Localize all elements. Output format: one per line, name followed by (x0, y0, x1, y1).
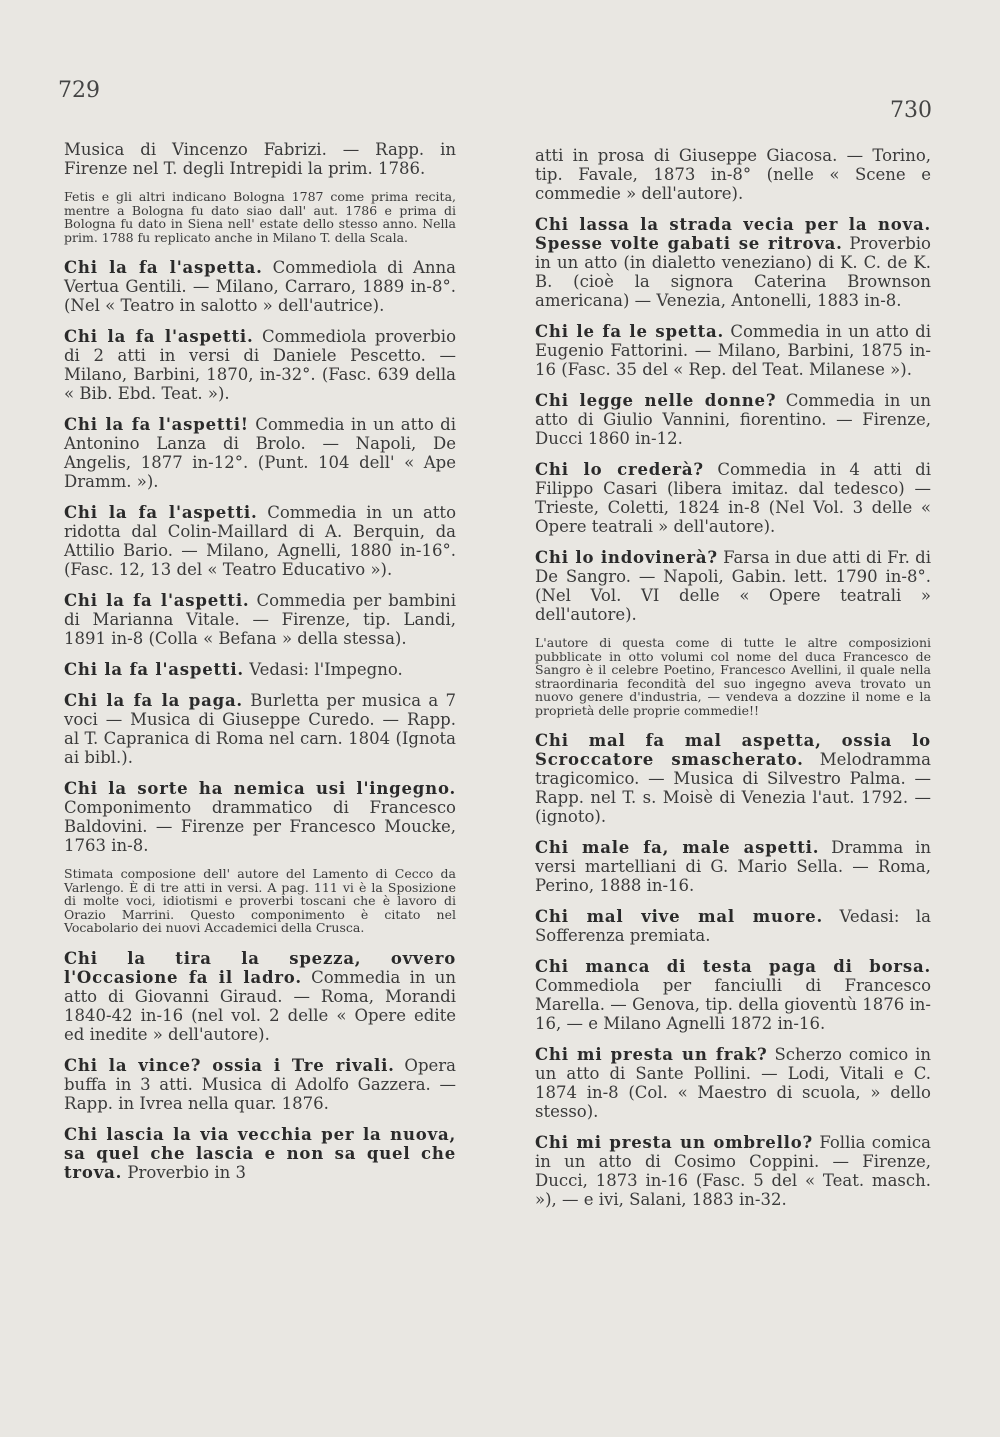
entry-text: Opera buffa in 3 atti. Musica di Adolfo Gazzera. — Rapp. in Ivrea nella quar. 1876. (64, 1055, 456, 1113)
dictionary-entry (64, 779, 456, 855)
dictionary-entry (64, 1125, 456, 1182)
dictionary-entry (64, 140, 456, 178)
dictionary-entry (535, 731, 931, 826)
entry-headword: Chi la tira la spezza, ovvero l'Occasione fa il ladro. (64, 948, 456, 987)
entry-headword: Chi lassa la strada vecia per la nova. Spesse volte gabati se ritrova. (535, 215, 931, 253)
entry-text: L'autore di questa come di tutte le altre composizioni pubblicate in otto volumi col nome del duca Francesco de Sangro è il celebre Poetino, Francesco Avellini, il quale nella straordinaria fecondità del suo ingegno aveva trovato un nuovo genere d'industria, — vendeva a dozzine il nome e la proprietà delle proprie commedie!! (535, 635, 931, 718)
entry-text: Proverbio in 3 (122, 1162, 246, 1182)
entry-headword: Chi la fa l'aspetti. (64, 327, 254, 346)
entry-text: Musica di Vincenzo Fabrizi. — Rapp. in Firenze nel T. degli Intrepidi la prim. 1786. (64, 140, 456, 178)
entry-headword: Chi legge nelle donne? (535, 391, 777, 410)
entry-headword: Chi la fa l'aspetti. (64, 591, 250, 610)
footnote (64, 867, 456, 935)
entry-text: Burletta per musica a 7 voci — Musica di Giuseppe Curedo. — Rapp. al T. Capranica di Roma nel carn. 1804 (Ignota ai bibl.). (64, 691, 456, 767)
entry-text: Vedasi: la Sofferenza premiata. (535, 907, 931, 945)
dictionary-entry (64, 691, 456, 767)
entry-headword: Chi la vince? ossia i Tre rivali. (64, 1055, 395, 1075)
dictionary-entry (535, 322, 931, 379)
entry-text: Componimento drammatico di Francesco Baldovini. — Firenze per Francesco Moucke, 1763 in-8. (64, 798, 456, 855)
entry-text: Scherzo comico in un atto di Sante Pollini. — Lodi, Vitali e C. 1874 in-8 (Col. « Maestro di scuola, » dello stesso). (535, 1045, 931, 1121)
entry-text: Commediola per fanciulli di Francesco Marella. — Genova, tip. della gioventù 1876 in-16, — e Milano Agnelli 1872 in-16. (535, 976, 931, 1033)
entry-headword: Chi lo indovinerà? (535, 548, 718, 567)
entry-text: Commedia per bambini di Marianna Vitale. — Firenze, tip. Landi, 1891 in-8 (Colla « Befana » della stessa). (64, 591, 456, 648)
entry-headword: Chi lascia la via vecchia per la nuova, sa quel che lascia e non sa quel che trova. (64, 1124, 456, 1182)
footnote (535, 636, 931, 717)
right-column (535, 146, 931, 1221)
entry-headword: Chi mi presta un frak? (535, 1045, 768, 1064)
dictionary-entry (64, 503, 456, 579)
entry-text: Stimata composione dell' autore del Lamento di Cecco da Varlengo. È di tre atti in versi. A pag. 111 vi è la Sposizione di molte voci, idiotismi e proverbi toscani che è lavoro di Orazio Marrini. Questo componimento è citato nel Vocabolario dei nuovi Accademici della Crusca. (64, 866, 456, 935)
entry-headword: Chi mi presta un ombrello? (535, 1133, 813, 1152)
dictionary-entry (535, 391, 931, 448)
entry-text: Farsa in due atti di Fr. di De Sangro. — Napoli, Gabin. lett. 1790 in-8°. (Nel Vol. VI delle « Opere teatrali » dell'autore). (535, 548, 931, 624)
left-column (64, 140, 456, 1194)
dictionary-entry (535, 1045, 931, 1121)
dictionary-entry (64, 949, 456, 1044)
entry-headword: Chi lo crederà? (535, 460, 704, 479)
entry-headword: Chi male fa, male aspetti. (535, 838, 820, 857)
entry-headword: Chi le fa le spetta. (535, 322, 725, 341)
entry-text: Commediola proverbio di 2 atti in versi di Daniele Pescetto. — Milano, Barbini, 1870, in-32°. (Fasc. 639 della « Bib. Ebd. Teat. »). (64, 327, 457, 403)
entry-text: Follia comica in un atto di Cosimo Coppini. — Firenze, Ducci, 1873 in-16 (Fasc. 5 del « Teat. masch. »), — e ivi, Salani, 1883 in-32. (535, 1133, 931, 1209)
dictionary-entry (535, 838, 931, 895)
entry-headword: Chi mal fa mal aspetta, ossia lo Scroccatore smascherato. (535, 731, 931, 769)
entry-text: Commedia in un atto di Antonino Lanza di Brolo. — Napoli, De Angelis, 1877 in-12°. (Punt. 104 dell' « Ape Dramm. »). (64, 415, 457, 491)
entry-text: Commedia in un atto di Giulio Vannini, fiorentino. — Firenze, Ducci 1860 in-12. (535, 391, 932, 448)
dictionary-entry (64, 415, 456, 491)
dictionary-entry (535, 1133, 931, 1209)
entry-headword: Chi la fa la paga. (64, 691, 243, 710)
dictionary-entry (64, 660, 456, 679)
entry-text: Commedia in un atto di Eugenio Fattorini. — Milano, Barbini, 1875 in-16 (Fasc. 35 del « Rep. del Teat. Milanese »). (535, 322, 931, 379)
dictionary-entry (535, 215, 931, 310)
dictionary-entry (64, 591, 456, 648)
entry-text: atti in prosa di Giuseppe Giacosa. — Torino, tip. Favale, 1873 in-8° (nelle « Scene e commedie » dell'autore). (535, 146, 931, 203)
entry-headword: Chi manca di testa paga di borsa. (535, 957, 931, 976)
entry-text: Proverbio in un atto (in dialetto veneziano) di K. C. de K. B. (cioè la signora Caterina Brownson americana) — Venezia, Antonelli, 1883 in-8. (535, 234, 931, 310)
entry-headword: Chi la sorte ha nemica usi l'ingegno. (64, 779, 456, 798)
dictionary-entry (535, 548, 931, 624)
dictionary-entry (535, 460, 931, 536)
entry-text: Melodramma tragicomico. — Musica di Silvestro Palma. — Rapp. nel T. s. Moisè di Venezia l'aut. 1792. — (ignoto). (535, 750, 931, 826)
entry-headword: Chi la fa l'aspetta. (64, 258, 263, 277)
entry-text: Commedia in un atto ridotta dal Colin-Maillard di A. Berquin, da Attilio Bario. — Milano, Agnelli, 1880 in-16°. (Fasc. 12, 13 del « Teatro Educativo »). (64, 503, 456, 579)
entry-text: Dramma in versi martelliani di G. Mario Sella. — Roma, Perino, 1888 in-16. (535, 838, 931, 895)
footnote (64, 190, 456, 244)
dictionary-entry (535, 957, 931, 1033)
entry-text: Commedia in un atto di Giovanni Giraud. — Roma, Morandi 1840-42 in-16 (nel vol. 2 delle « Opere edite ed inedite » dell'autore). (64, 967, 456, 1044)
page-number-right: 730 (890, 98, 932, 123)
dictionary-entry (64, 327, 456, 403)
entry-text: Commediola di Anna Vertua Gentili. — Milano, Carraro, 1889 in-8°. (Nel « Teatro in salotto » dell'autrice). (64, 258, 456, 315)
dictionary-entry (64, 1056, 456, 1113)
entry-headword: Chi mal vive mal muore. (535, 907, 823, 926)
entry-text: Vedasi: l'Impegno. (243, 660, 403, 679)
dictionary-entry (64, 258, 456, 315)
entry-text: Commedia in 4 atti di Filippo Casari (libera imitaz. dal tedesco) — Trieste, Coletti, 1824 in-8 (Nel Vol. 3 delle « Opere teatrali » dell'autore). (535, 460, 932, 536)
dictionary-entry (535, 146, 931, 203)
entry-headword: Chi la fa l'aspetti. (64, 660, 244, 679)
entry-headword: Chi la fa l'aspetti! (64, 415, 249, 434)
entry-headword: Chi la fa l'aspetti. (64, 503, 258, 522)
entry-text: Fetis e gli altri indicano Bologna 1787 come prima recita, mentre a Bologna fu dato siao dall' aut. 1786 e prima di Bologna fu dato in Siena nell' estate dello stesso anno. Nella prim. 1788 fu replicato anche in Milano T. della Scala. (64, 189, 456, 245)
dictionary-entry (535, 907, 931, 945)
page-number-left: 729 (58, 78, 100, 103)
